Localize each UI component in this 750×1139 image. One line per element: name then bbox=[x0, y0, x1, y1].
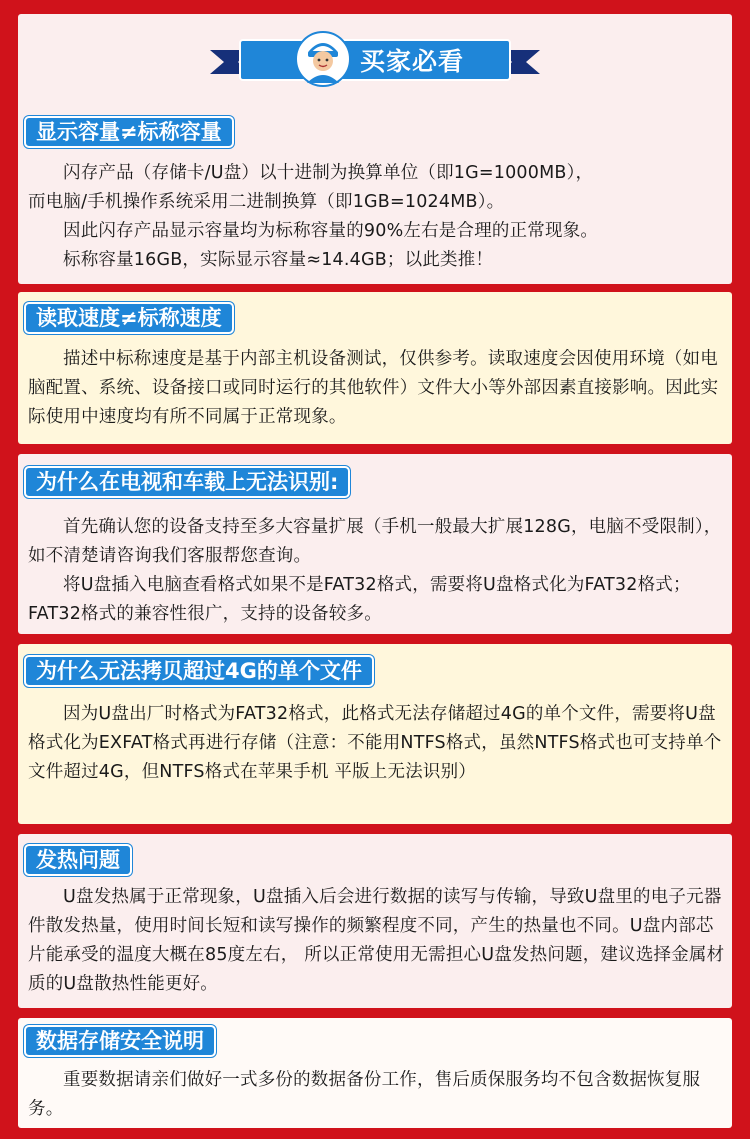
section-title-4g-file: 为什么无法拷贝超过4G的单个文件 bbox=[24, 655, 374, 687]
paragraph: 重要数据请亲们做好一式多份的数据备份工作，售后质保服务均不包含数据恢复服务。 bbox=[28, 1070, 701, 1119]
section-title-heat: 发热问题 bbox=[24, 844, 132, 876]
paragraph: 而电脑/手机操作系统采用二进制换算（即1GB=1024MB）。 bbox=[28, 192, 505, 212]
section-body-capacity bbox=[28, 159, 728, 275]
section-body-4g-file bbox=[28, 700, 728, 787]
section-title-capacity: 显示容量≠标称容量 bbox=[24, 116, 234, 148]
section-body-speed bbox=[28, 345, 728, 432]
paragraph: 闪存产品（存储卡/U盘）以十进制为换算单位（即1G=1000MB）， bbox=[63, 163, 594, 183]
section-title-speed: 读取速度≠标称速度 bbox=[24, 302, 234, 334]
section-body-recognition bbox=[28, 513, 728, 629]
section-title-data-safety: 数据存储安全说明 bbox=[24, 1025, 216, 1057]
banner-title: 买家必看 bbox=[360, 47, 465, 76]
paragraph: 因为U盘出厂时格式为FAT32格式，此格式无法存储超过4G的单个文件，需要将U盘格式化为EXFAT格式再进行存储（注意：不能用NTFS格式，虽然NTFS格式也可支持单个文件超过4G，但NTFS格式在苹果手机 平版上无法识别） bbox=[28, 704, 722, 782]
section-body-heat bbox=[28, 883, 728, 999]
paragraph: 首先确认您的设备支持至多大容量扩展（手机一般最大扩展128G，电脑不受限制），如不清楚请咨询我们客服帮您查询。 bbox=[28, 517, 722, 566]
paragraph: U盘发热属于正常现象，U盘插入后会进行数据的读写与传输，导致U盘里的电子元器件散发热量，使用时间长短和读写操作的频繁程度不同，产生的热量也不同。U盘内部芯片能承受的温度大概在85度左右， 所以正常使用无需担心U盘发热问题，建议选择金属材质的U盘散热性能更好。 bbox=[28, 887, 725, 994]
paragraph: 因此闪存产品显示容量均为标称容量的90%左右是合理的正常现象。 bbox=[63, 221, 599, 241]
paragraph: 描述中标称速度是基于内部主机设备测试，仅供参考。读取速度会因使用环境（如电脑配置、系统、设备接口或同时运行的其他软件）文件大小等外部因素直接影响。因此实际使用中速度均有所不同属于正常现象。 bbox=[28, 349, 719, 427]
section-body-data-safety bbox=[28, 1066, 728, 1124]
header-banner bbox=[210, 28, 540, 90]
section-title-recognition: 为什么在电视和车载上无法识别: bbox=[24, 466, 350, 498]
paragraph: 将U盘插入电脑查看格式如果不是FAT32格式，需要将U盘格式化为FAT32格式；FAT32格式的兼容性很广，支持的设备较多。 bbox=[28, 575, 691, 624]
paragraph: 标称容量16GB，实际显示容量≈14.4GB；以此类推！ bbox=[63, 250, 494, 270]
support-avatar-icon bbox=[295, 31, 351, 87]
